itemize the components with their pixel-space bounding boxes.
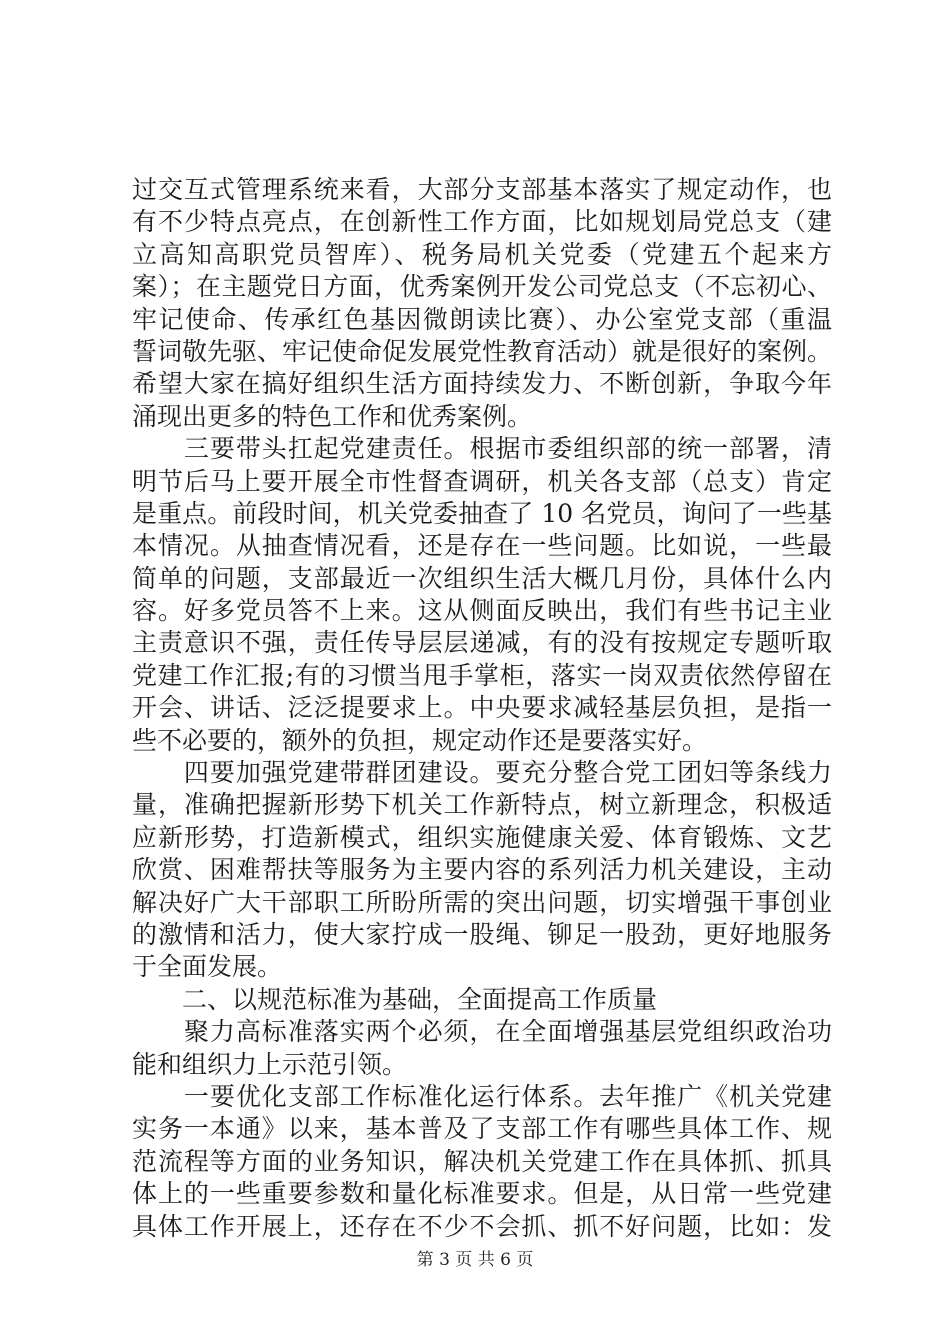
- body-text: [132, 174, 832, 1243]
- text-line: 些不必要的，额外的负担，规定动作还是要落实好。: [132, 725, 708, 755]
- text-line: 有不少特点亮点，在创新性工作方面，比如规划局党总支（建: [132, 207, 832, 237]
- text-line: 于全面发展。: [132, 952, 283, 982]
- section-heading: 二、以规范标准为基础，全面提高工作质量: [132, 984, 658, 1014]
- page-number: 第 3 页 共 6 页: [416, 1250, 534, 1270]
- text-line: 具体工作开展上，还存在不少不会抓、抓不好问题，比如：发: [132, 1211, 832, 1241]
- text-line: 开会、讲话、泛泛提要求上。中央要求减轻基层负担，是指一: [132, 693, 832, 723]
- text-line: 欣赏、困难帮扶等服务为主要内容的系列活力机关建设，主动: [132, 855, 832, 885]
- text-line: 本情况。从抽查情况看，还是存在一些问题。比如说，一些最: [132, 531, 832, 561]
- text-line: 党建工作汇报;有的习惯当甩手掌柜，落实一岗双责依然停留在: [132, 660, 832, 690]
- text-line: 明节后马上要开展全市性督查调研，机关各支部（总支）肯定: [132, 466, 832, 496]
- text-line: 一要优化支部工作标准化运行体系。去年推广《机关党建: [132, 1081, 832, 1111]
- text-line: 是重点。前段时间，机关党委抽查了 10 名党员，询问了一些基: [132, 498, 832, 528]
- text-line: 能和组织力上示范引领。: [132, 1049, 408, 1079]
- text-line: 实务一本通》以来，基本普及了支部工作有哪些具体工作、规: [132, 1114, 832, 1144]
- text-line: 主责意识不强，责任传导层层递减，有的没有按规定专题听取: [132, 628, 832, 658]
- text-line: 牢记使命、传承红色基因微朗读比赛）、办公室党支部（重温: [132, 304, 832, 334]
- text-line: 案）；在主题党日方面，优秀案例开发公司党总支（不忘初心、: [132, 272, 832, 302]
- text-line: 三要带头扛起党建责任。根据市委组织部的统一部署，清: [132, 434, 832, 464]
- text-line: 解决好广大干部职工所盼所需的突出问题，切实增强干事创业: [132, 887, 832, 917]
- text-line: 范流程等方面的业务知识，解决机关党建工作在具体抓、抓具: [132, 1146, 832, 1176]
- text-line: 涌现出更多的特色工作和优秀案例。: [132, 401, 533, 431]
- text-line: 简单的问题，支部最近一次组织生活大概几月份，具体什么内: [132, 563, 832, 593]
- text-line: 的激情和活力，使大家拧成一股绳、铆足一股劲，更好地服务: [132, 919, 832, 949]
- text-line: 量，准确把握新形势下机关工作新特点，树立新理念，积极适: [132, 790, 832, 820]
- text-line: 过交互式管理系统来看，大部分支部基本落实了规定动作，也: [132, 175, 832, 204]
- text-line: 立高知高职党员智库）、税务局机关党委（党建五个起来方: [132, 239, 832, 269]
- text-line: 体上的一些重要参数和量化标准要求。但是，从日常一些党建: [132, 1179, 832, 1209]
- text-line: 誓词敬先驱、牢记使命促发展党性教育活动）就是很好的案例。: [132, 336, 833, 366]
- text-line: 聚力高标准落实两个必须，在全面增强基层党组织政治功: [132, 1017, 832, 1047]
- text-line: 应新形势，打造新模式，组织实施健康关爱、体育锻炼、文艺: [132, 822, 832, 852]
- text-line: 希望大家在搞好组织生活方面持续发力、不断创新，争取今年: [132, 369, 832, 399]
- text-line: 四要加强党建带群团建设。要充分整合党工团妇等条线力: [132, 758, 832, 788]
- text-line: 容。好多党员答不上来。这从侧面反映出，我们有些书记主业: [132, 596, 832, 626]
